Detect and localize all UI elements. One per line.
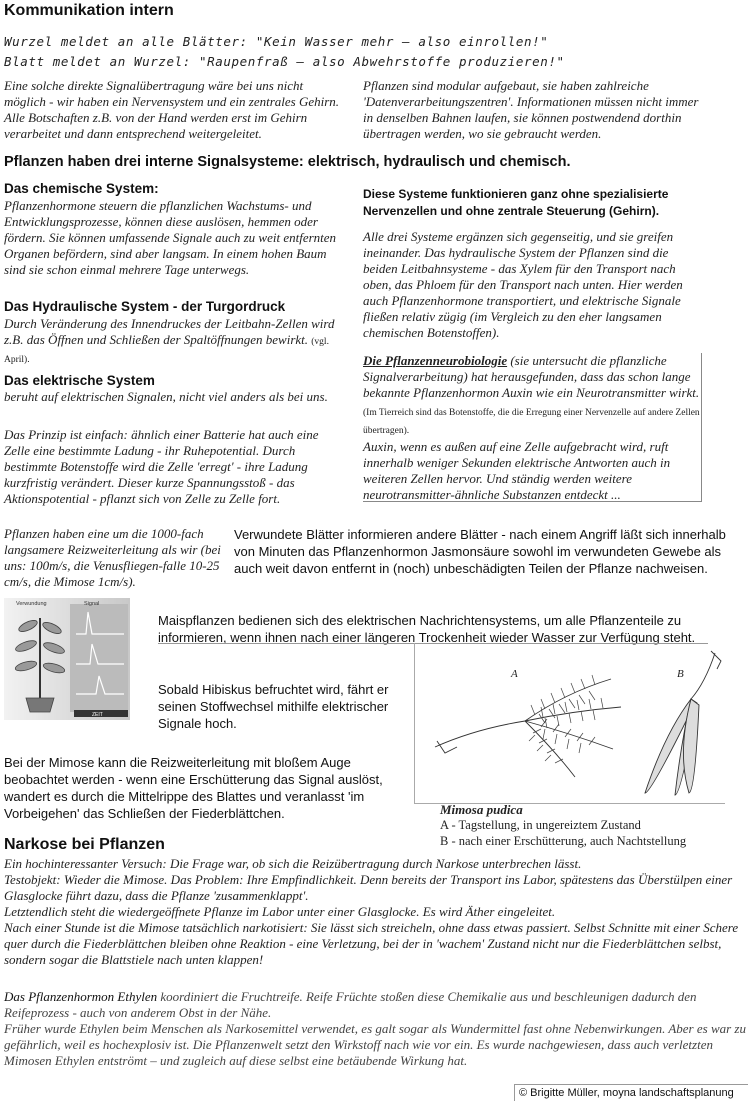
neuro-text-1: (sie untersucht die pflanzliche Signalverarbeitung) hat herausgefunden, dass das schon lange bekannte Pflanzenhormon Auxin wie ein Neurotransmitter wirkt.: [363, 353, 700, 400]
figure-label-bottom: ZEIT: [92, 712, 103, 718]
hydr-text: Durch Veränderung des Innendruckes der Leitbahn-Zellen wird z.B. das Öffnen und Schließen der Spaltöffnungen bewirkt. (vgl. April).: [4, 316, 335, 365]
page-title: Kommunikation intern: [4, 2, 174, 19]
ethylen-lead: Das Pflanzenhormon Ethylen: [4, 989, 158, 1004]
intro-right: Pflanzen sind modular aufgebaut, sie haben zahlreiche 'Datenverarbeitungszentren'. Informationen müssen nicht immer in denselben Bahnen laufen, sie können postwendend dorthin übertragen werden, wo sie gebraucht werden.: [363, 78, 699, 141]
mimosa-caption-a: A - Tagstellung, in ungereiztem Zustand: [440, 818, 641, 832]
signal-figure-svg: [4, 598, 130, 720]
narkose-line-3: Letztendlich steht die wiedergeöffnete Pflanze im Labor unter einer Glasglocke. Es wird Äther eingeleitet.: [4, 904, 556, 919]
intro-left: Eine solche direkte Signalübertragung wäre bei uns nicht möglich - wir haben ein Nervensystem und ein zentrales Gehirn. Alle Botschaften z.B. von der Hand werden erst im Gehirn verarbeitet und dann entsprechend weitergeleitet.: [4, 78, 340, 141]
elek-heading: Das elektrische System: [4, 373, 155, 388]
right-bold-note: Diese Systeme funktionieren ganz ohne spezialisierte Nervenzellen und ohne zentrale Steuerung (Gehirn).: [363, 187, 669, 218]
neuro-note: (Im Tierreich sind das Botenstoffe, die die Erregung einer Nervenzelle auf andere Zellen übertragen).: [363, 408, 700, 436]
wounded-text: Verwundete Blätter informieren andere Blätter - nach einem Angriff läßt sich innerhalb von Minuten das Pflanzenhormon Jasmonsäure sowohl im verwundeten Gewebe als auch weit davon entfernt in (noch) unbeschädigten Teilen der Pflanze nachweisen.: [234, 527, 726, 576]
mimosa-label-a: A: [511, 668, 518, 680]
hibiskus-text: Sobald Hibiskus befruchtet wird, fährt er seinen Stoffwechsel mithilfe elektrischer Signale hoch.: [158, 682, 389, 731]
mimosa-caption-title: Mimosa pudica: [440, 802, 523, 817]
hydr-heading: Das Hydraulische System - der Turgordruck: [4, 299, 286, 314]
main-heading: Pflanzen haben drei interne Signalsysteme: elektrisch, hydraulisch und chemisch.: [4, 154, 571, 170]
figure-label-right: Signal: [84, 601, 100, 607]
neuro-term: Die Pflanzenneurobiologie: [363, 353, 508, 368]
mimose-text: Bei der Mimose kann die Reizweiterleitung mit bloßem Auge beobachtet werden - wenn eine Erschütterung das Signal auslöst, wandert es durch die Mittelrippe des Blattes und veranlasst 'im Vorbeigehen' das Schließen der Fiederblättchen.: [4, 755, 383, 821]
chem-heading: Das chemische System:: [4, 181, 159, 196]
speed-text: Pflanzen haben eine um die 1000-fach langsamere Reizweiterleitung als wir (bei uns: 100m/s, die Venusfliegen-falle 10-25 cm/s, die Mimose 1cm/s).: [4, 526, 221, 589]
handwritten-line-2: Blatt meldet an Wurzel: "Raupenfraß – also Abwehrstoffe produzieren!": [4, 54, 565, 69]
mimosa-caption-b: B - nach einer Erschütterung, auch Nachtstellung: [440, 834, 687, 848]
elek-text-1: beruht auf elektrischen Signalen, nicht viel anders als bei uns.: [4, 389, 328, 404]
narkose-line-1: Ein hochinteressanter Versuch: Die Frage war, ob sich die Reizübertragung durch Narkose unterbrechen lässt.: [4, 856, 582, 871]
narkose-heading: Narkose bei Pflanzen: [4, 836, 165, 853]
narkose-text: [4, 856, 746, 968]
ethylen-text-2: Früher wurde Ethylen beim Menschen als Narkosemittel verwendet, es galt sogar als Wundermittel fast ohne Nebenwirkungen. Aber es war zu gefährlich, weil es hochexplosiv ist. Die Pflanzenwelt setzt den Wirkstoff nach wie vor ein. Es wurde nachgewiesen, dass auch verletzten Mimosen Ethylen entströmt – und zugleich auf diese selbst eine betäubende Wirkung hat.: [4, 1021, 746, 1068]
handwritten-line-1: Wurzel meldet an alle Blätter: "Kein Wasser mehr – also einrollen!": [4, 34, 549, 49]
mimosa-figure: [414, 643, 725, 804]
mimosa-label-b: B: [677, 668, 684, 680]
mimosa-figure-svg: [415, 643, 725, 803]
chem-text: Pflanzenhormone steuern die pflanzlichen Wachstums- und Entwicklungsprozesse, können diese auslösen, hemmen oder fördern. Sie können umfassende Signale auch zu weit entfernten Organen befördern, sind aber langsam. In einem hohen Baum sind sie schon einmal mehrere Tage unterwegs.: [4, 198, 337, 277]
elek-text-2: Das Prinzip ist einfach: ähnlich einer Batterie hat auch eine Zelle eine bestimmte Ladung - ihr Ruhepotential. Durch bestimmte Botenstoffe wird die Zelle 'erregt' - ihre Ladung kurzfristig verändert. Dieser kurze Spannungsstoß - das Aktionspotential - pflanzt sich von Zelle zu Zelle fort.: [4, 427, 319, 506]
narkose-line-2: Testobjekt: Wieder die Mimose. Das Problem: Ihre Empfindlichkeit. Denn bereits der Transport ins Labor, spätestens das Überstülpen einer Glasglocke führt dazu, dass die Pflanze 'zusammenklappt'.: [4, 872, 733, 903]
ethylen-text-1: koordiniert die Fruchtreife. Reife Früchte stoßen diese Chemikalie aus und beschleunigen dadurch den Reifeprozess - auch von anderem Obst in der Nähe.: [4, 989, 697, 1020]
right-text: Alle drei Systeme ergänzen sich gegenseitig, und sie greifen ineinander. Das hydraulische System der Pflanzen sind die beiden Leitbahnsysteme - das Xylem für den Transport nach oben, das Phloem für den Transport nach unten. Hier werden auch Pflanzenhormone transportiert, und elektrische Signale fließen relativ zügig (im Vergleich zu den eher langsamen chemischen Botenstoffen).: [363, 229, 683, 340]
footer-credit: © Brigitte Müller, moyna landschaftsplanung: [514, 1084, 748, 1101]
neuro-box: [363, 353, 702, 502]
mais-text: Maispflanzen bedienen sich des elektrischen Nachrichtensystems, um alle Pflanzenteile zu informieren, wenn ihnen nach einer längeren Trockenheit wieder Wasser zur Verfügung steht.: [158, 613, 696, 645]
signal-figure: [4, 598, 130, 720]
ethylen-text: [4, 989, 746, 1069]
figure-label-left: Verwundung: [16, 601, 47, 607]
narkose-line-4: Nach einer Stunde ist die Mimose tatsächlich narkotisiert: Sie lässt sich streicheln, ohne dass etwas passiert. Selbst Schnitte mit einer Schere quer durch die Fiederblättchen bleiben ohne Reaktion - eine Verletzung, bei der in 'wachem' Zustand nicht nur die Fiederblättchen selbst, sondern sogar die Blattstiele nach unten klappen!: [4, 920, 739, 967]
neuro-text-2: Auxin, wenn es außen auf eine Zelle aufgebracht wird, ruft innerhalb weniger Sekunden elektrische Antworten auch in weiteren Zellen hervor. Und ständig werden weitere neurotransmitter-ähnliche Substanzen entdeckt ...: [363, 439, 671, 502]
